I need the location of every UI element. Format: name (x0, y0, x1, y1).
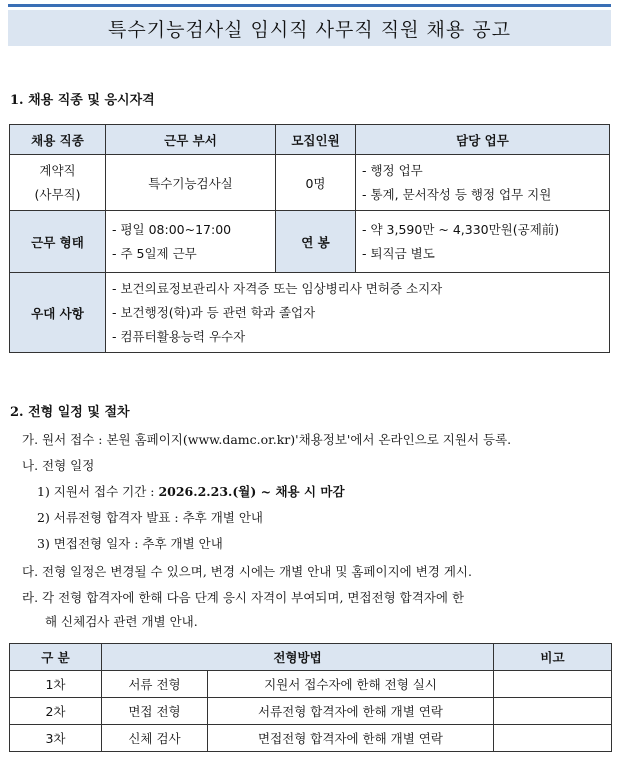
department-cell: 특수기능검사실 (106, 155, 276, 211)
header-note: 비고 (494, 644, 612, 671)
header-stage: 구 분 (10, 644, 102, 671)
duties-cell (356, 155, 610, 211)
header-headcount: 모집인원 (276, 125, 356, 155)
header-department: 근무 부서 (106, 125, 276, 155)
header-job-type: 채용 직종 (10, 125, 106, 155)
process-table (9, 643, 612, 752)
job-type-line: 계약직 (39, 162, 76, 178)
work-type-line: - 주 5일제 근무 (112, 245, 197, 261)
salary-label: 연 봉 (276, 211, 356, 273)
recruitment-row (10, 155, 610, 211)
preference-line: - 컴퓨터활용능력 우수자 (112, 328, 246, 344)
salary-line: - 퇴직금 별도 (362, 245, 435, 261)
work-type-line: - 평일 08:00~17:00 (112, 221, 232, 237)
preference-cell (106, 273, 610, 353)
duty-line: - 행정 업무 (362, 162, 423, 178)
headcount-cell: 0명 (276, 155, 356, 211)
work-type-cell (106, 211, 276, 273)
step1-prefix: 1) 지원서 접수 기간 : (37, 484, 159, 499)
desc-cell: 면접전형 합격자에 한해 개별 연락 (208, 725, 494, 752)
line-ga: 가. 원서 접수 : 본원 홈페이지(www.damc.or.kr)'채용정보'에서 온라인으로 지원서 등록. (22, 432, 512, 447)
salary-cell (356, 211, 610, 273)
schedule-step-3: 3) 면접전형 일자 : 추후 개별 안내 (37, 536, 223, 551)
page-title: 특수기능검사실 임시직 사무직 직원 채용 공고 (8, 10, 611, 46)
step1-deadline: 2026.2.23.(월) ~ 채용 시 마감 (158, 484, 345, 499)
header-method: 전형방법 (102, 644, 494, 671)
method-cell: 서류 전형 (102, 671, 208, 698)
section1-heading: 1. 채용 직종 및 응시자격 (10, 93, 155, 108)
job-type-cell (10, 155, 106, 211)
desc-cell: 지원서 접수자에 한해 전형 실시 (208, 671, 494, 698)
work-type-label: 근무 형태 (10, 211, 106, 273)
preference-line: - 보건의료정보관리사 자격증 또는 임상병리사 면허증 소지자 (112, 280, 443, 296)
table-row (10, 698, 612, 725)
salary-line: - 약 3,590만 ~ 4,330만원(공제前) (362, 221, 560, 237)
recruitment-header-row (10, 125, 610, 155)
job-type-line: (사무직) (34, 186, 81, 202)
stage-cell: 3차 (10, 725, 102, 752)
stage-cell: 2차 (10, 698, 102, 725)
table-row (10, 671, 612, 698)
note-cell (494, 698, 612, 725)
desc-cell: 서류전형 합격자에 한해 개별 연락 (208, 698, 494, 725)
header-duties: 담당 업무 (356, 125, 610, 155)
line-na: 나. 전형 일정 (22, 458, 95, 473)
line-ra-1: 라. 각 전형 합격자에 한해 다음 단계 응시 자격이 부여되며, 면접전형 합격자에 한 (22, 590, 465, 605)
method-cell: 신체 검사 (102, 725, 208, 752)
process-header-row (10, 644, 612, 671)
section2-heading: 2. 전형 일정 및 절차 (10, 405, 130, 420)
work-type-row (10, 211, 610, 273)
schedule-step-2: 2) 서류전형 합격자 발표 : 추후 개별 안내 (37, 510, 263, 525)
stage-cell: 1차 (10, 671, 102, 698)
duty-line: - 통계, 문서작성 등 행정 업무 지원 (362, 186, 552, 202)
schedule-step-1 (37, 482, 345, 500)
title-bar (8, 4, 611, 50)
recruitment-table (9, 124, 610, 353)
preference-row (10, 273, 610, 353)
method-cell: 면접 전형 (102, 698, 208, 725)
line-ra-2: 해 신체검사 관련 개별 안내. (45, 614, 198, 629)
note-cell (494, 671, 612, 698)
table-row (10, 725, 612, 752)
preference-label: 우대 사항 (10, 273, 106, 353)
note-cell (494, 725, 612, 752)
preference-line: - 보건행정(학)과 등 관련 학과 졸업자 (112, 304, 316, 320)
line-da: 다. 전형 일정은 변경될 수 있으며, 변경 시에는 개별 안내 및 홈페이지에 변경 게시. (22, 564, 472, 579)
